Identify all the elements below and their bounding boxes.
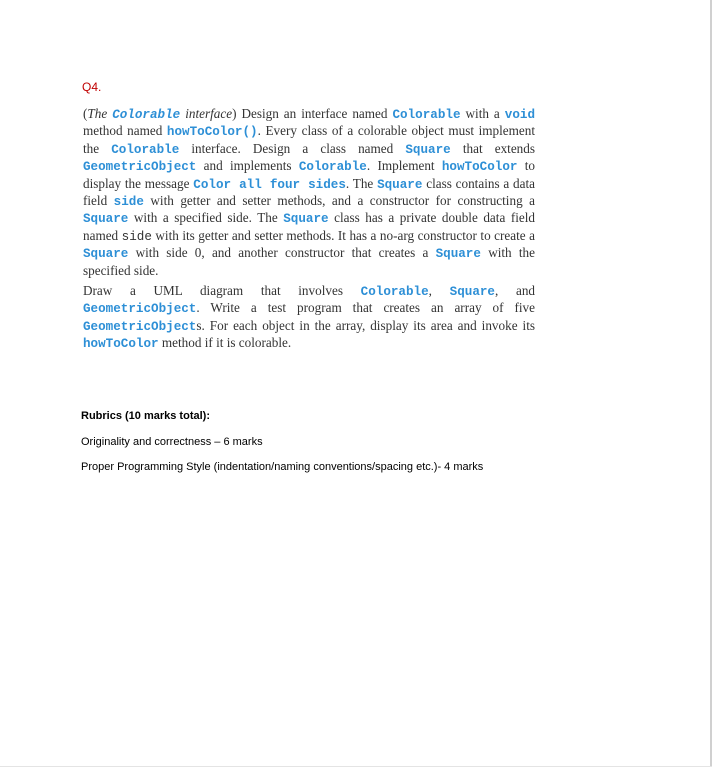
text-segment: with the specified side. — [83, 245, 535, 278]
text-segment: . Implement — [366, 158, 442, 174]
code-colorable: Colorable — [298, 160, 367, 175]
code-colorable: Colorable — [392, 108, 461, 122]
code-void: void — [504, 108, 536, 122]
text-segment: The — [87, 106, 113, 121]
code-colorable: Colorable — [111, 142, 180, 157]
code-howtocolor: howToColor() — [166, 125, 258, 140]
problem-paragraph-1 — [83, 106, 535, 279]
rubrics-title: Rubrics (10 marks total): — [81, 410, 210, 422]
code-colorable: Colorable — [112, 108, 181, 122]
code-geometricobject: GeometricObject — [83, 160, 197, 175]
rubrics-section — [81, 410, 601, 486]
text-segment: . Every class of a colorable object must implement the — [83, 123, 535, 156]
text-segment: method named — [83, 123, 167, 139]
text-segment: interface. Design a class named — [179, 140, 406, 156]
problem-statement — [83, 106, 535, 353]
text-segment: ) Design an interface named — [232, 106, 393, 121]
code-colorable: Colorable — [360, 285, 429, 300]
text-segment: with getter and setter methods, and a constructor for constructing a — [143, 193, 536, 209]
text-segment: interface — [180, 106, 233, 121]
text-segment: , — [428, 283, 450, 299]
text-segment: and implements — [196, 158, 299, 174]
problem-paragraph-2 — [83, 283, 535, 353]
code-square: Square — [283, 212, 329, 227]
text-segment: ( — [83, 106, 88, 121]
rubric-item: Proper Programming Style (indentation/naming conventions/spacing etc.)- 4 marks — [81, 461, 484, 473]
text-segment: . Write a test program that creates an array of five — [196, 300, 535, 316]
code-square: Square — [83, 212, 129, 227]
text-segment: with a specified side. The — [128, 210, 284, 226]
question-label: Q4. — [82, 80, 102, 94]
text-segment: s. For each object in the array, display its area and invoke its — [196, 317, 535, 333]
code-square: Square — [83, 247, 129, 262]
text-segment: . The — [345, 175, 378, 191]
rubric-item: Originality and correctness – 6 marks — [81, 436, 263, 448]
code-square: Square — [449, 285, 495, 300]
code-howtocolor: howToColor — [83, 337, 159, 352]
text-segment: to display the message — [83, 158, 535, 191]
code-geometricobject: GeometricObject — [83, 302, 197, 317]
code-square: Square — [377, 177, 423, 192]
code-side-plain: side — [121, 229, 152, 244]
text-segment: that extends — [450, 140, 535, 156]
text-segment: class contains a data field — [83, 175, 535, 209]
code-geometricobject: GeometricObject — [83, 319, 197, 334]
text-segment: , and — [495, 283, 536, 299]
text-segment: Draw a UML diagram that involves — [83, 283, 361, 299]
text-segment: with a — [460, 106, 505, 121]
text-segment: class has a private double data field named — [83, 210, 535, 243]
code-message: Color all four sides — [193, 177, 346, 192]
text-segment: with side 0, and another constructor that creates a — [128, 245, 436, 261]
code-howtocolor: howToColor — [441, 160, 518, 175]
code-square: Square — [405, 142, 451, 157]
code-square: Square — [435, 247, 481, 262]
text-segment: with its getter and setter methods. It has a no-arg constructor to create a — [151, 227, 535, 243]
text-segment: method if it is colorable. — [158, 335, 292, 351]
code-side: side — [113, 195, 144, 210]
